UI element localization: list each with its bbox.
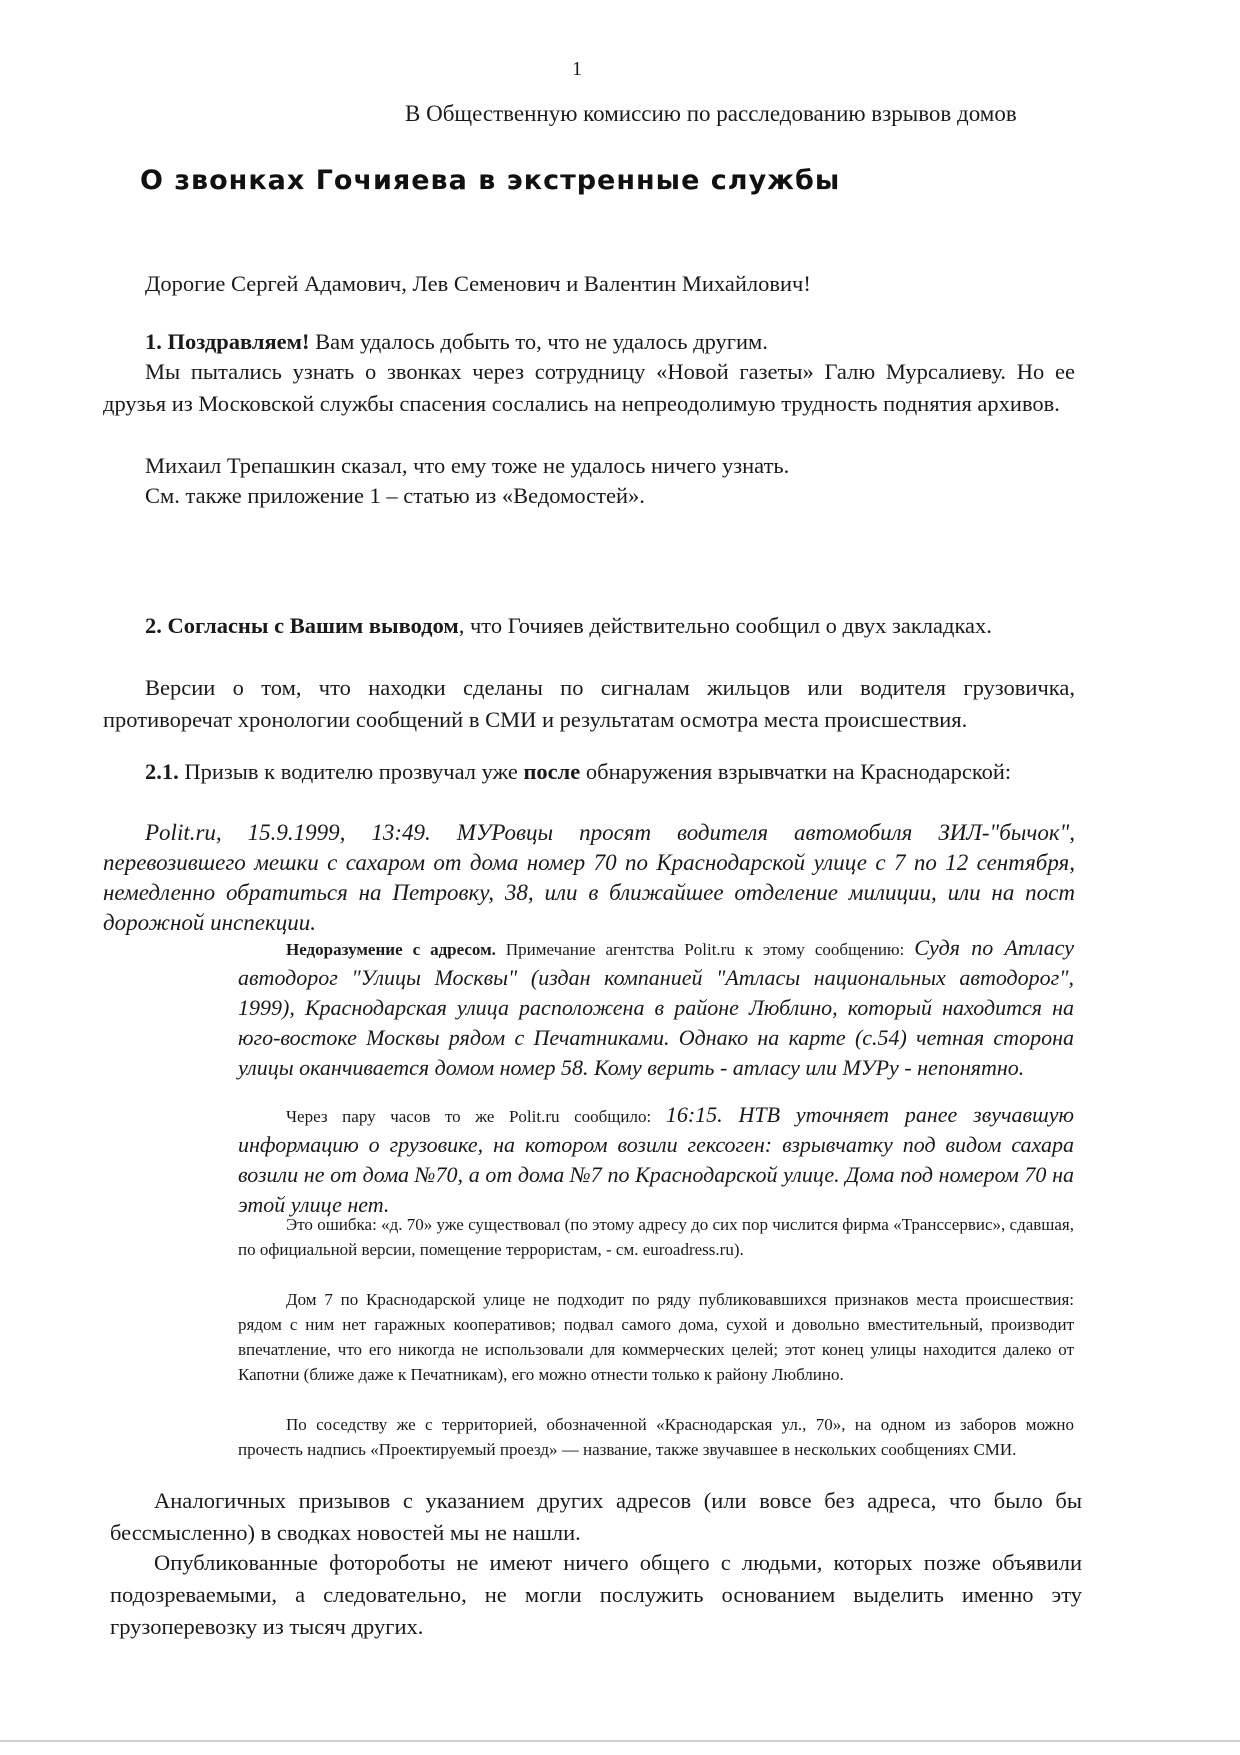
closing-paragraph-1: Аналогичных призывов с указанием других адресов (или вовсе без адреса, что было бы бессмысленно) в сводках новостей мы не нашли. — [110, 1488, 1082, 1545]
ntv-update-quote: 16:15. НТВ уточняет ранее звучавшую информацию о грузовике, на котором возили гексоген: взрывчатку под видом сахара возили не от дома №70, а от дома №7 по Краснодарской улице. Дома под номером 70 на этой улице нет. — [238, 1102, 1074, 1217]
section-2-lead-paragraph — [103, 610, 1075, 642]
salutation: Дорогие Сергей Адамович, Лев Семенович и Валентин Михайлович! — [145, 271, 811, 296]
section-1-lead: 1. Поздравляем! — [145, 329, 310, 354]
section-2-lead: 2. Согласны с Вашим выводом — [145, 613, 459, 638]
section-1-paragraph-3: См. также приложение 1 – статью из «Ведомостей». — [145, 483, 645, 508]
document-title: О звонках Гочияева в экстренные службы — [140, 165, 841, 196]
comment-2: Дом 7 по Краснодарской улице не подходит по ряду публиковавшихся признаков места происшествия: рядом с ним нет гаражных кооперативов; подвал самого дома, сухой и довольно вместительный, производит впечатление, что его никогда не использовали для коммерческих целей; этот конец улицы находится далеко от Капотни (ближе даже к Печатникам), его можно отнести только к району Люблино. — [238, 1290, 1074, 1384]
section-2-1-number: 2.1. — [145, 759, 179, 784]
section-2-lead-text: , что Гочияев действительно сообщил о двух закладках. — [458, 613, 992, 638]
section-1-lead-text: Вам удалось добыть то, что не удалось другим. — [309, 329, 768, 354]
comment-1: Это ошибка: «д. 70» уже существовал (по этому адресу до сих пор числится фирма «Транссервис», сдавшая, по официальной версии, помещение террористам, - см. euroadress.ru). — [238, 1215, 1074, 1259]
ntv-update-plain: Через пару часов то же Polit.ru сообщило: — [286, 1107, 666, 1126]
comment-3: По соседству же с территорией, обозначенной «Краснодарская ул., 70», на одном из заборов можно прочесть надпись «Проектируемый проезд» — название, также звучавшее в нескольких сообщениях СМИ. — [238, 1415, 1074, 1459]
section-2-1-text-b: обнаружения взрывчатки на Краснодарской: — [580, 759, 1012, 784]
section-1-paragraph-2: Михаил Трепашкин сказал, что ему тоже не удалось ничего узнать. — [145, 453, 790, 478]
closing-paragraph-2: Опубликованные фотороботы не имеют ничего общего с людьми, которых позже объявили подозреваемыми, а следовательно, не могли послужить основанием выделить именно эту грузоперевозку из тысяч других. — [110, 1550, 1082, 1639]
address-note-plain: Примечание агентства Polit.ru к этому сообщению: — [495, 940, 915, 959]
section-2-1-text-a: Призыв к водителю прозвучал уже — [178, 759, 524, 784]
section-1-lead-paragraph — [145, 326, 985, 358]
page-bottom-edge — [0, 1740, 1240, 1742]
address-note-quote: Судя по Атласу автодорог "Улицы Москвы" (издан компанией "Атласы национальных автодорог", 1999), Краснодарская улица расположена в районе Люблино, который находится на юго-востоке Москвы рядом с Печатниками. Однако на карте (с.54) четная сторона улицы оканчивается домом номер 58. Кому верить - атласу или МУРу - непонятно. — [238, 935, 1075, 1080]
ntv-update-note — [238, 1100, 1074, 1220]
section-2-1-paragraph — [103, 756, 1075, 788]
polit-ru-quote: Polit.ru, 15.9.1999, 13:49. МУРовцы просят водителя автомобиля ЗИЛ-"бычок", перевозившего мешки с сахаром от дома номер 70 по Краснодарской улице с 7 по 12 сентября, немедленно обратиться на Петровку, 38, или в ближайшее отделение милиции, или на пост дорожной инспекции. — [103, 820, 1075, 935]
address-note — [238, 933, 1074, 1083]
page-number: 1 — [572, 58, 582, 80]
section-1-paragraph-1: Мы пытались узнать о звонках через сотрудницу «Новой газеты» Галю Мурсалиеву. Но ее друзья из Московской службы спасения сослались на непреодолимую трудность поднятия архивов. — [103, 359, 1075, 416]
addressee-line: В Общественную комиссию по расследованию взрывов домов — [405, 101, 1017, 126]
section-2-paragraph-1: Версии о том, что находки сделаны по сигналам жильцов или водителя грузовичка, противоречат хронологии сообщений в СМИ и результатам осмотра места происшествия. — [103, 675, 1075, 732]
section-2-1-emphasis: после — [523, 759, 581, 784]
address-note-lead: Недоразумение с адресом. — [286, 940, 496, 959]
